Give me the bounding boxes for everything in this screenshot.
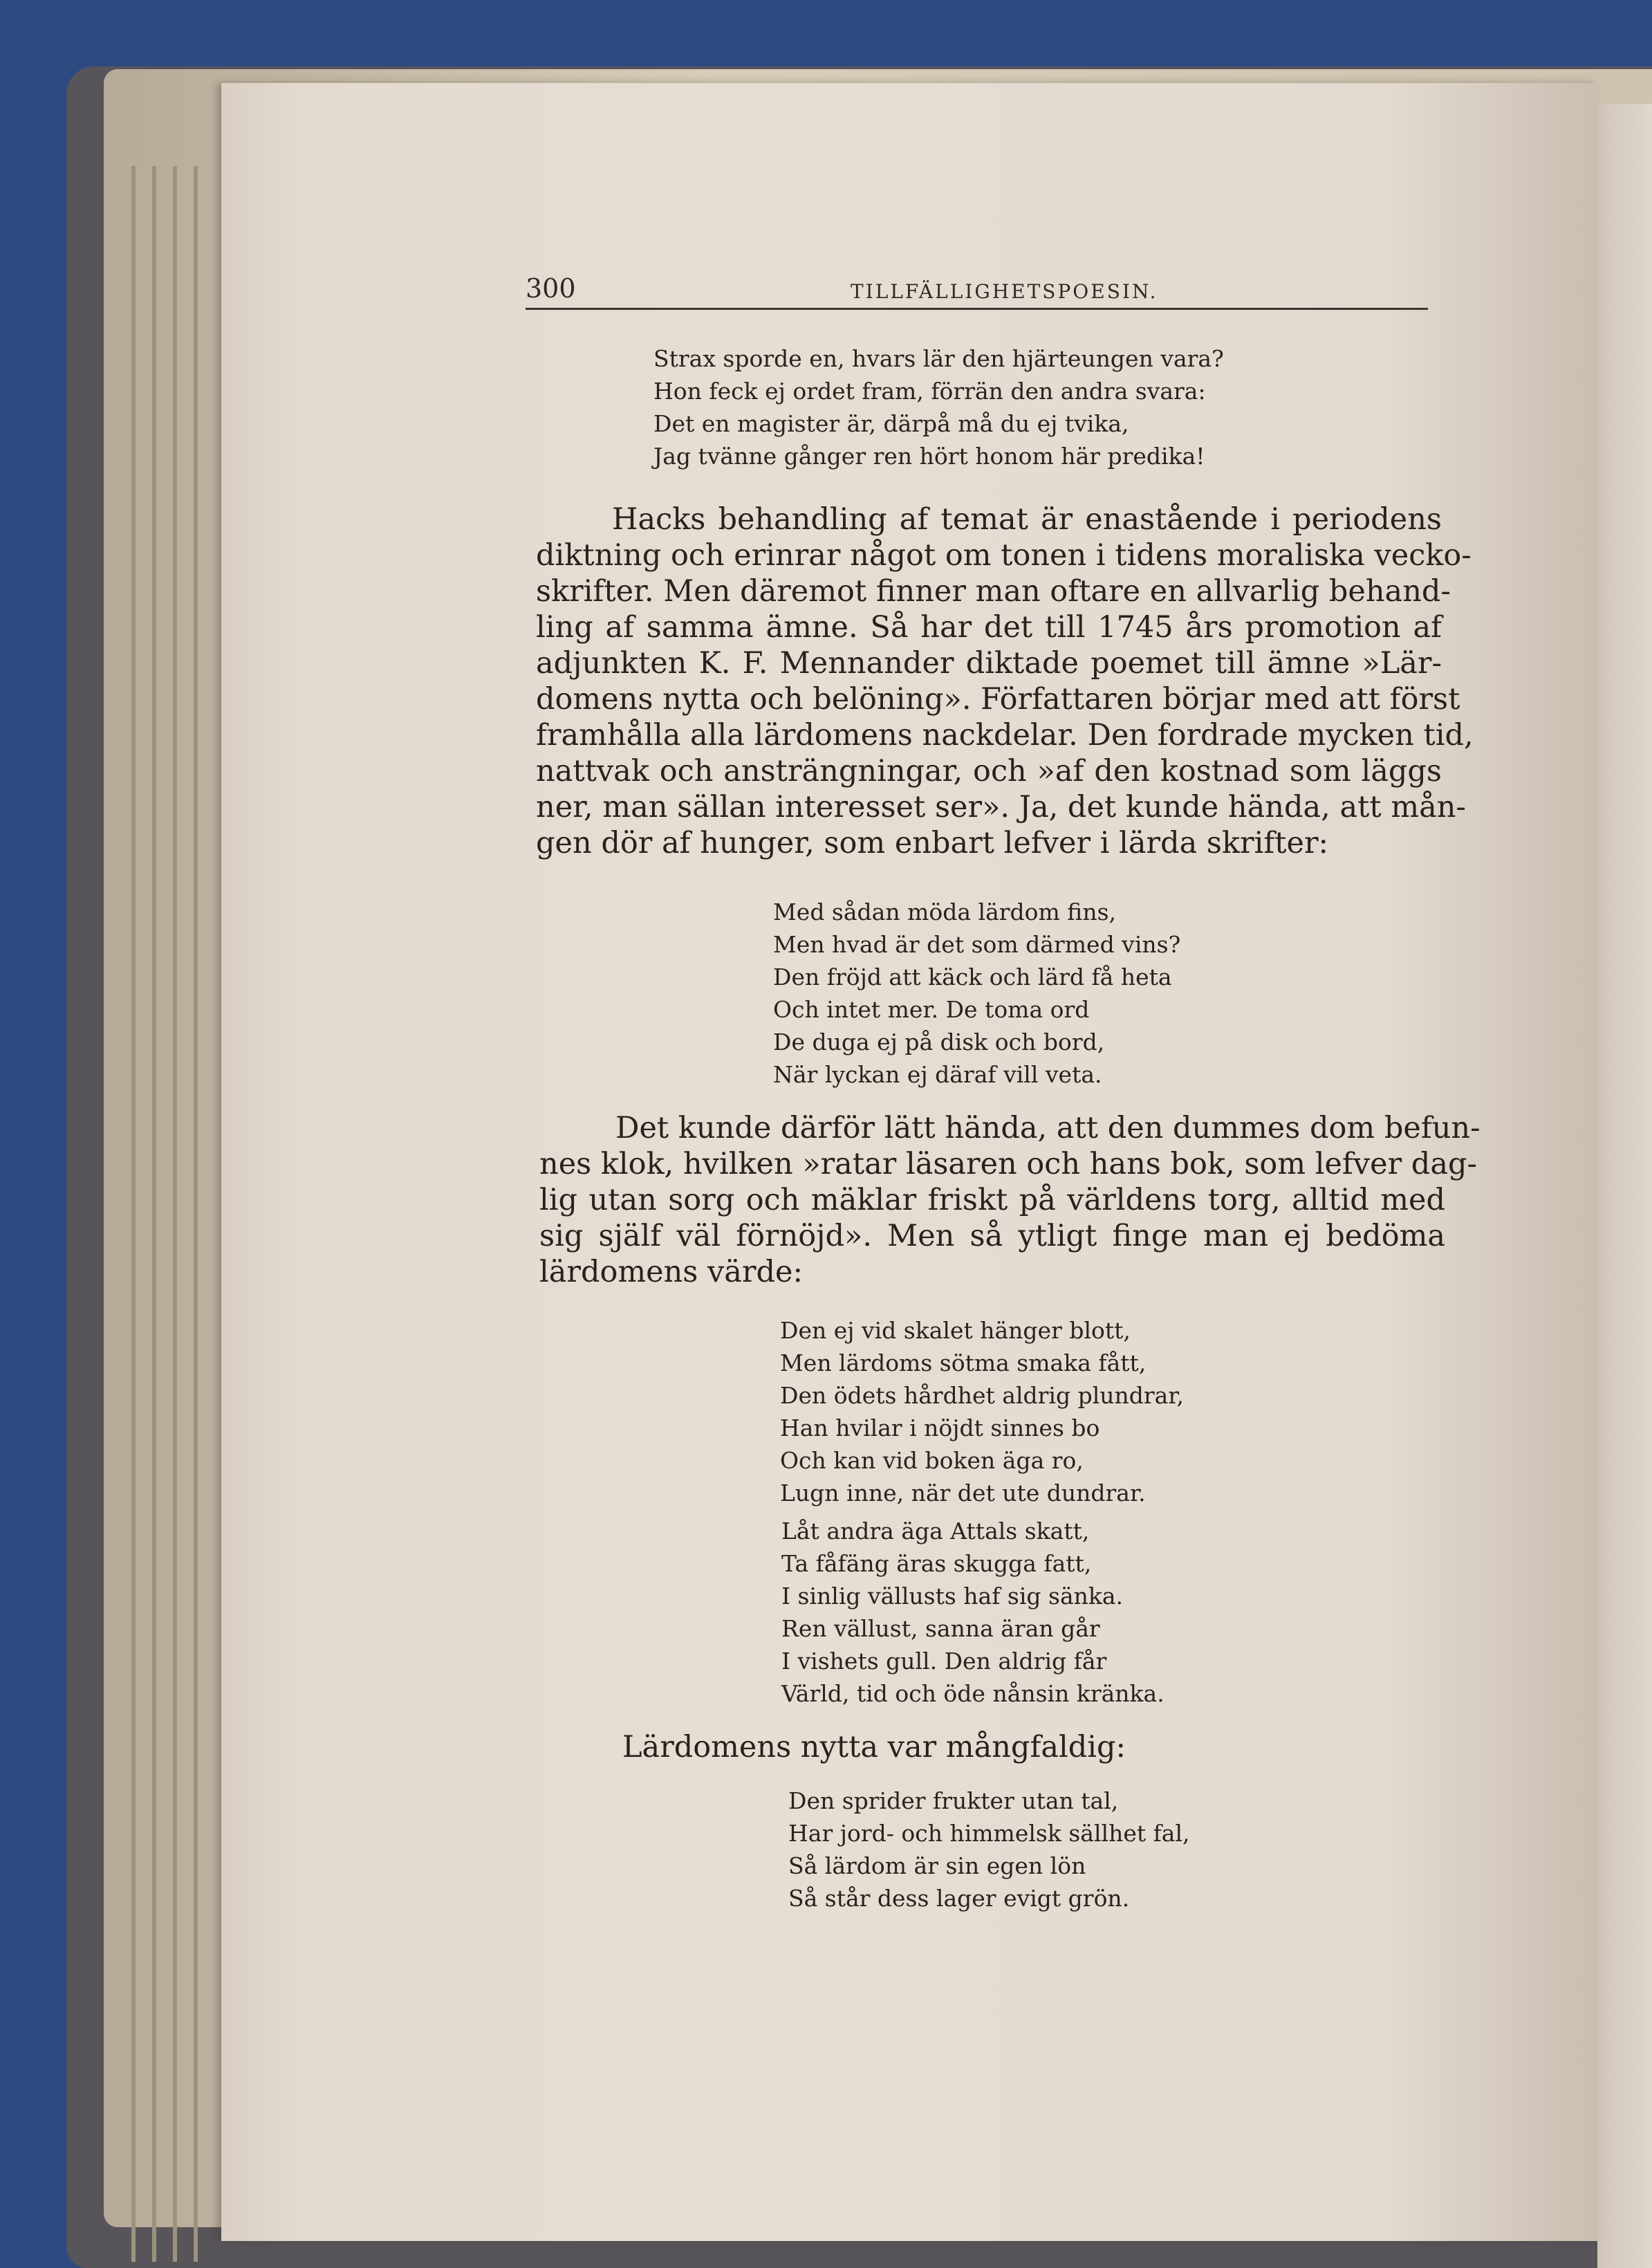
verse-line: Den ödets hårdhet aldrig plundrar, [780,1382,1184,1409]
verse-line: I sinlig vällusts haf sig sänka. [781,1583,1124,1610]
verse-line: Hon feck ej ordet fram, förrän den andra svara: [653,378,1206,405]
verse-stanza [781,1515,1164,1710]
page-edge [152,166,156,2262]
page-edge [173,166,177,2262]
verse-line: Han hvilar i nöjdt sinnes bo [780,1414,1100,1441]
verse-stanza [773,896,1180,1091]
verse-line: Och intet mer. De toma ord [773,996,1090,1023]
verse-line: Har jord- och himmelsk sällhet fal, [788,1820,1190,1847]
verse-line: Med sådan möda lärdom fins, [773,898,1116,925]
text-line: nattvak och ansträngningar, och »af den kostnad som läggs [536,754,1442,789]
verse-line: När lyckan ej däraf vill veta. [773,1061,1102,1088]
intro-line: Lärdomens nytta var mångfaldig: [622,1730,1126,1764]
verse-line: Men lärdoms sötma smaka fått, [780,1349,1147,1376]
verse-line: I vishets gull. Den aldrig får [781,1648,1107,1675]
text-line: sig själf väl förnöjd». Men så ytligt finge man ej bedöma [539,1219,1445,1253]
verse-line: Värld, tid och öde nånsin kränka. [781,1680,1164,1707]
verse-stanza [788,1785,1190,1915]
verse-line: Lugn inne, när det ute dundrar. [780,1479,1146,1506]
text-line: skrifter. Men däremot finner man oftare en allvarlig behand- [536,574,1451,609]
verse-line: Ta fåfäng äras skugga fatt, [781,1550,1092,1577]
running-header [526,273,1428,310]
text-line: nes klok, hvilken »ratar läsaren och hans bok, som lefver dag- [539,1147,1478,1181]
verse-line: Jag tvänne gånger ren hört honom här predika! [653,443,1205,470]
page-edge [131,166,136,2262]
verse-line: Och kan vid boken äga ro, [780,1447,1084,1474]
text-line: lig utan sorg och mäklar friskt på världens torg, alltid med [539,1183,1445,1217]
text-line: domens nytta och belöning». Författaren börjar med att först [536,682,1460,717]
body-paragraph [536,501,1474,861]
facing-page-edge [1597,104,1652,2268]
text-line: Hacks behandling af temat är enastående i periodens [612,502,1442,537]
verse-line: Så lärdom är sin egen lön [788,1852,1086,1879]
text-line: framhålla alla lärdomens nackdelar. Den fordrade mycken tid, [536,718,1474,753]
verse-line: Den ej vid skalet hänger blott, [780,1317,1131,1344]
verse-line: Det en magister är, därpå må du ej tvika, [653,410,1129,437]
page-number: 300 [526,273,576,304]
verse-line: Strax sporde en, hvars lär den hjärteungen vara? [653,345,1224,372]
verse-line: Ren vällust, sanna äran går [781,1615,1100,1642]
text-line: adjunkten K. F. Mennander diktade poemet till ämne »Lär- [536,646,1442,681]
verse-stanza [780,1314,1184,1509]
running-title: TILLFÄLLIGHETSPOESIN. [851,280,1158,303]
verse-line: De duga ej på disk och bord, [773,1029,1105,1055]
verse-line: Så står dess lager evigt grön. [788,1885,1130,1912]
text-line: diktning och erinrar något om tonen i tidens moraliska vecko- [536,538,1472,573]
text-line: ner, man sällan interesset ser». Ja, det kunde hända, att mån- [536,790,1466,824]
text-line: gen dör af hunger, som enbart lefver i lärda skrifter: [536,826,1329,860]
verse-line: Den sprider frukter utan tal, [788,1787,1119,1814]
body-paragraph [539,1110,1481,1290]
page-edge [194,166,198,2262]
verse-line: Men hvad är det som därmed vins? [773,931,1181,958]
text-line: Det kunde därför lätt hända, att den dummes dom befun- [615,1111,1481,1145]
verse-stanza [653,342,1224,472]
verse-line: Låt andra äga Attals skatt, [781,1518,1090,1545]
text-line: lärdomens värde: [539,1255,803,1289]
verse-line: Den fröjd att käck och lärd få heta [773,964,1172,990]
text-line: ling af samma ämne. Så har det till 1745 års promotion af [536,610,1442,645]
